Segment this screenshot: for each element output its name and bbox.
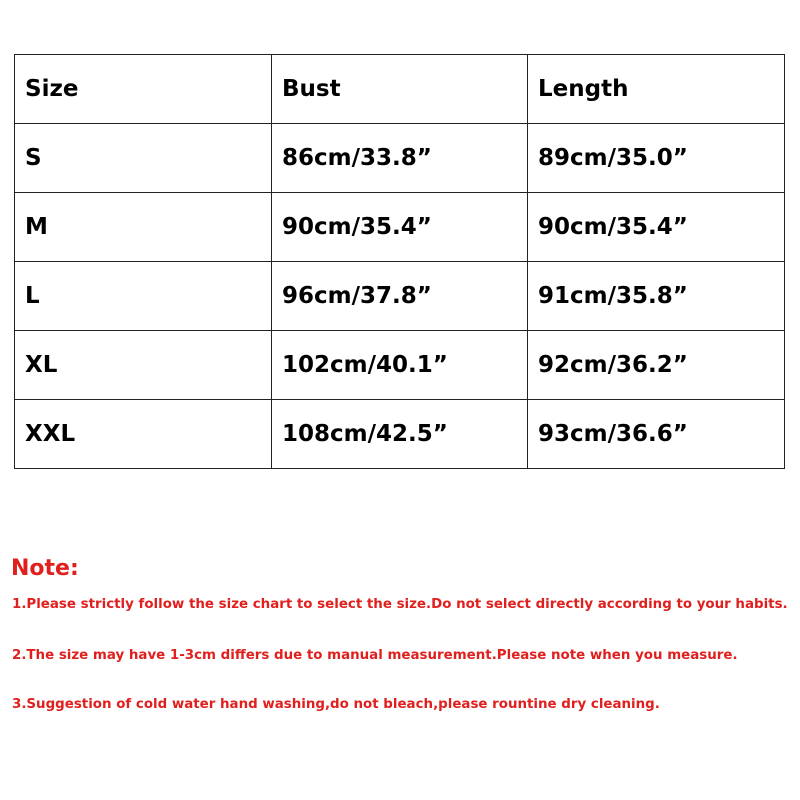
cell-bust: 96cm/37.8” xyxy=(272,262,528,331)
table-row xyxy=(15,400,785,469)
cell-length: 92cm/36.2” xyxy=(528,331,785,400)
cell-size: XXL xyxy=(15,400,272,469)
table-header-row xyxy=(15,55,785,124)
cell-bust: 108cm/42.5” xyxy=(272,400,528,469)
cell-bust: 86cm/33.8” xyxy=(272,124,528,193)
cell-length: 90cm/35.4” xyxy=(528,193,785,262)
header-bust: Bust xyxy=(272,55,528,124)
cell-size: XL xyxy=(15,331,272,400)
cell-length: 93cm/36.6” xyxy=(528,400,785,469)
cell-bust: 102cm/40.1” xyxy=(272,331,528,400)
cell-bust: 90cm/35.4” xyxy=(272,193,528,262)
cell-size: M xyxy=(15,193,272,262)
table-row xyxy=(15,193,785,262)
size-chart-table xyxy=(14,54,785,469)
note-line-1: 1.Please strictly follow the size chart to select the size.Do not select directly according to your habits. xyxy=(12,597,788,612)
note-line-3: 3.Suggestion of cold water hand washing,do not bleach,please rountine dry cleaning. xyxy=(12,697,660,712)
cell-length: 91cm/35.8” xyxy=(528,262,785,331)
cell-size: L xyxy=(15,262,272,331)
note-line-2: 2.The size may have 1-3cm differs due to manual measurement.Please note when you measure. xyxy=(12,648,738,663)
cell-length: 89cm/35.0” xyxy=(528,124,785,193)
header-size: Size xyxy=(15,55,272,124)
table-row xyxy=(15,262,785,331)
cell-size: S xyxy=(15,124,272,193)
header-length: Length xyxy=(528,55,785,124)
note-title: Note: xyxy=(11,556,79,581)
table-row xyxy=(15,124,785,193)
table-row xyxy=(15,331,785,400)
